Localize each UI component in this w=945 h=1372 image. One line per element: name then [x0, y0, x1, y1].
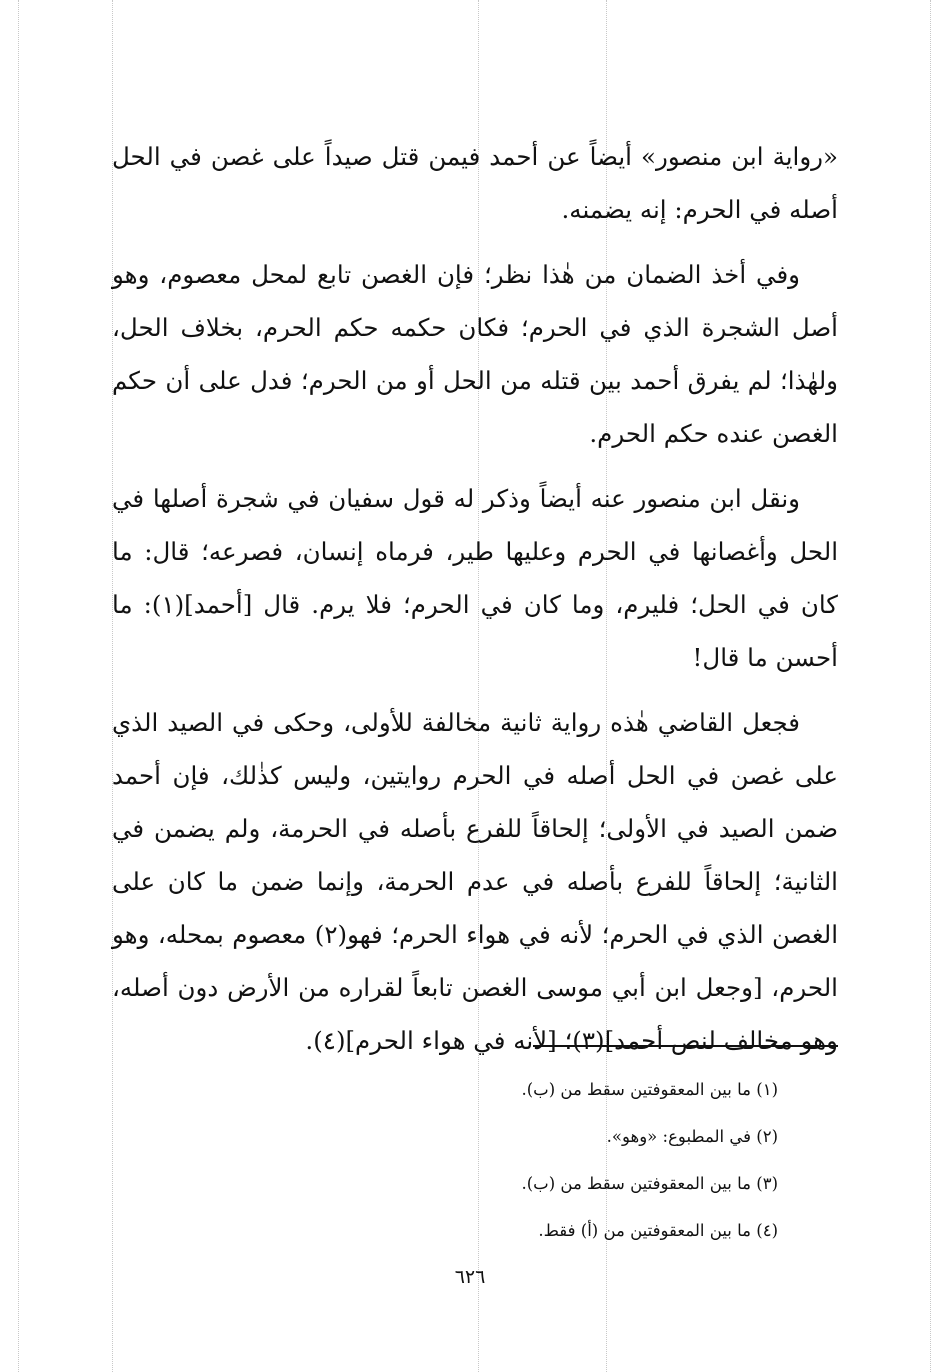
footnote-separator — [533, 1045, 838, 1047]
page-number: ٦٢٦ — [454, 1266, 486, 1288]
paragraph-1: «رواية ابن منصور» أيضاً عن أحمد فيمن قتل صيداً على غصن في الحل أصله في الحرم: إنه يضمنه. — [112, 142, 838, 224]
footnote-4: (٤) ما بين المعقوفتين من (أ) فقط. — [538, 1221, 778, 1240]
scan-guide-line — [18, 0, 19, 1372]
paragraph-4: فجعل القاضي هٰذه رواية ثانية مخالفة للأولى، وحكى في الصيد الذي على غصن في الحل أصله في الحرم روايتين، وليس كذٰلك، فإن أحمد ضمن الصيد في الأولى؛ إلحاقاً للفرع بأصله في الحرمة، ولم يضمن في الثانية؛ إلحاقاً للفرع بأصله في عدم الحرمة، وإنما ضمن ما كان على الغصن الذي في الحرم؛ لأنه في هواء الحرم؛ فهو(٢) معصوم بمحله، وهو الحرم، [وجعل ابن أبي موسى الغصن تابعاً لقراره من الأرض دون أصله، وهو مخالف لنص أحمد](٣)؛ [لأنه في هواء الحرم](٤). — [112, 708, 838, 1055]
footnote-2: (٢) في المطبوع: «وهو». — [606, 1127, 778, 1146]
paragraph-2: وفي أخذ الضمان من هٰذا نظر؛ فإن الغصن تابع لمحل معصوم، وهو أصل الشجرة الذي في الحرم؛ فكان حكمه حكم الحرم، بخلاف الحل، ولهٰذا؛ لم يفرق أحمد بين قتله من الحل أو من الحرم؛ فدل على أن حكم الغصن عنده حكم الحرم. — [112, 260, 838, 448]
scan-guide-line — [930, 0, 931, 1372]
footnote-3: (٣) ما بين المعقوفتين سقط من (ب). — [521, 1174, 778, 1193]
footnotes — [300, 1066, 778, 1254]
main-text — [112, 130, 838, 1067]
footnote-1: (١) ما بين المعقوفتين سقط من (ب). — [521, 1080, 778, 1099]
paragraph-3: ونقل ابن منصور عنه أيضاً وذكر له قول سفيان في شجرة أصلها في الحل وأغصانها في الحرم وعليها طير، فرماه إنسان، فصرعه؛ قال: ما كان في الحل؛ فليرم، وما كان في الحرم؛ فلا يرم. قال [أحمد](١): ما أحسن ما قال! — [112, 484, 838, 672]
